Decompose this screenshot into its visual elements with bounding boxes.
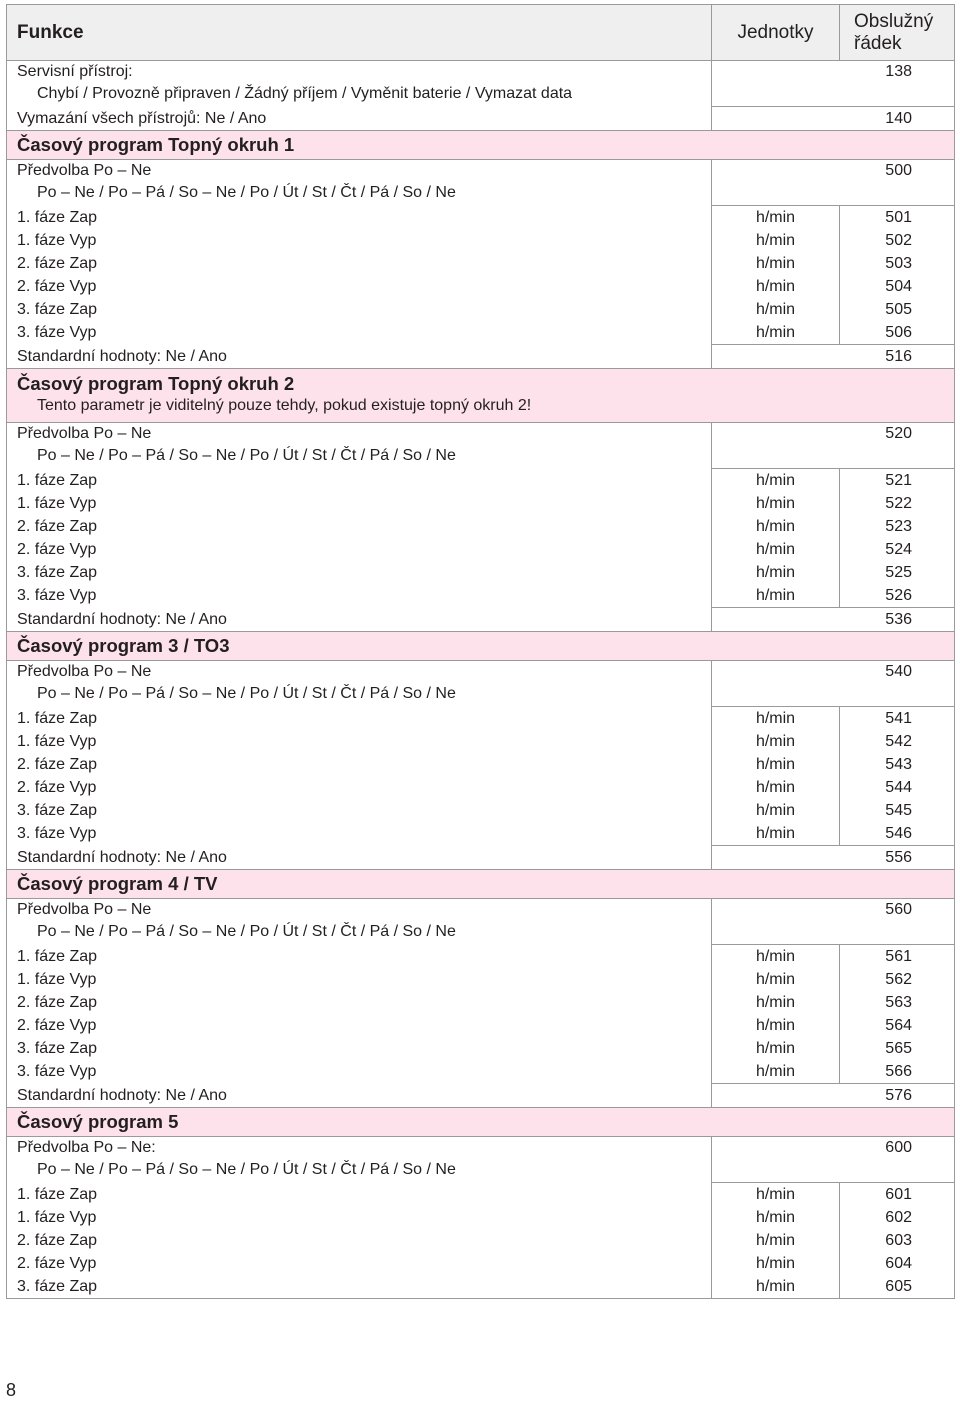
table-row — [7, 753, 955, 776]
section-title-cell — [7, 1108, 955, 1137]
function-cell — [7, 252, 712, 275]
function-cell — [7, 61, 712, 107]
line-number-cell: 605 — [840, 1275, 955, 1299]
table-row — [7, 584, 955, 608]
line-number-cell: 600 — [712, 1137, 955, 1183]
table-body — [7, 61, 955, 1299]
function-label: Standardní hodnoty: Ne / Ano — [17, 1086, 227, 1104]
table-row — [7, 1206, 955, 1229]
line-number-cell: 542 — [840, 730, 955, 753]
line-number-cell: 503 — [840, 252, 955, 275]
line-number-cell: 524 — [840, 538, 955, 561]
unit-cell: h/min — [712, 1229, 840, 1252]
function-cell — [7, 538, 712, 561]
table-row — [7, 423, 955, 469]
line-number-cell: 541 — [840, 707, 955, 731]
table-row — [7, 945, 955, 969]
table-row — [7, 1060, 955, 1084]
table-row — [7, 1229, 955, 1252]
function-label: 3. fáze Vyp — [17, 1063, 97, 1080]
function-cell — [7, 1252, 712, 1275]
function-label: 1. fáze Vyp — [17, 971, 97, 988]
function-cell — [7, 776, 712, 799]
line-number-cell: 504 — [840, 275, 955, 298]
line-number-cell: 536 — [712, 608, 955, 632]
function-cell — [7, 345, 712, 369]
unit-cell: h/min — [712, 1060, 840, 1084]
function-label: 3. fáze Zap — [17, 802, 98, 819]
unit-cell: h/min — [712, 799, 840, 822]
unit-cell: h/min — [712, 991, 840, 1014]
section-note: Tento parametr je viditelný pouze tehdy, pokud existuje topný okruh 2! — [37, 397, 532, 414]
function-cell — [7, 561, 712, 584]
function-options: Po – Ne / Po – Pá / So – Ne / Po / Út / St / Čt / Pá / So / Ne — [37, 685, 456, 702]
function-label: 1. fáze Zap — [17, 471, 98, 489]
function-label: Standardní hodnoty: Ne / Ano — [17, 848, 227, 866]
unit-cell: h/min — [712, 776, 840, 799]
function-cell — [7, 991, 712, 1014]
line-number-cell: 526 — [840, 584, 955, 608]
unit-cell: h/min — [712, 822, 840, 846]
function-cell — [7, 1014, 712, 1037]
table-row — [7, 252, 955, 275]
line-number-cell: 522 — [840, 492, 955, 515]
table-row — [7, 1183, 955, 1207]
unit-cell: h/min — [712, 1252, 840, 1275]
line-number-cell: 501 — [840, 206, 955, 230]
table-row — [7, 229, 955, 252]
table-row — [7, 1137, 955, 1183]
function-cell — [7, 730, 712, 753]
line-number-cell: 602 — [840, 1206, 955, 1229]
table-row — [7, 492, 955, 515]
line-number-cell: 523 — [840, 515, 955, 538]
line-number-cell: 564 — [840, 1014, 955, 1037]
function-cell — [7, 584, 712, 608]
function-label: 1. fáze Zap — [17, 709, 98, 727]
unit-cell: h/min — [712, 229, 840, 252]
function-options: Po – Ne / Po – Pá / So – Ne / Po / Út / St / Čt / Pá / So / Ne — [37, 447, 456, 464]
function-options: Chybí / Provozně připraven / Žádný příjem / Vyměnit baterie / Vymazat data — [37, 85, 573, 102]
line-number-cell: 556 — [712, 846, 955, 870]
function-cell — [7, 229, 712, 252]
function-cell — [7, 206, 712, 230]
function-label: Standardní hodnoty: Ne / Ano — [17, 610, 227, 628]
table-row — [7, 275, 955, 298]
function-label: 3. fáze Vyp — [17, 324, 97, 341]
table-row — [7, 1084, 955, 1108]
section-title: Časový program 5 — [17, 1111, 179, 1132]
function-label: 2. fáze Zap — [17, 255, 98, 272]
function-cell — [7, 608, 712, 632]
line-number-cell: 604 — [840, 1252, 955, 1275]
function-cell — [7, 968, 712, 991]
section-title: Časový program Topný okruh 2 — [17, 373, 295, 394]
unit-cell: h/min — [712, 1275, 840, 1299]
section-row — [7, 369, 955, 423]
table-row — [7, 538, 955, 561]
section-title-cell — [7, 870, 955, 899]
table-row — [7, 321, 955, 345]
table-row — [7, 799, 955, 822]
function-label: 3. fáze Vyp — [17, 825, 97, 842]
function-cell — [7, 753, 712, 776]
table-row — [7, 707, 955, 731]
function-cell — [7, 707, 712, 731]
line-number-cell: 601 — [840, 1183, 955, 1207]
function-label: 1. fáze Vyp — [17, 733, 97, 750]
function-label: 1. fáze Vyp — [17, 232, 97, 249]
function-label: 2. fáze Zap — [17, 994, 98, 1011]
function-options: Po – Ne / Po – Pá / So – Ne / Po / Út / St / Čt / Pá / So / Ne — [37, 1161, 456, 1178]
table-row — [7, 846, 955, 870]
parameter-table — [6, 4, 955, 1299]
table-row — [7, 661, 955, 707]
header-units: Jednotky — [712, 5, 840, 61]
line-number-cell: 500 — [712, 160, 955, 206]
function-label: 2. fáze Zap — [17, 1232, 98, 1249]
unit-cell: h/min — [712, 538, 840, 561]
header-line: Obslužný řádek — [840, 5, 955, 61]
table-row — [7, 345, 955, 369]
table-header — [7, 5, 955, 61]
function-cell — [7, 822, 712, 846]
unit-cell: h/min — [712, 945, 840, 969]
function-label: Předvolba Po – Ne — [17, 901, 152, 918]
unit-cell: h/min — [712, 753, 840, 776]
function-cell — [7, 945, 712, 969]
section-row — [7, 870, 955, 899]
table-row — [7, 991, 955, 1014]
function-cell — [7, 469, 712, 493]
line-number-cell: 506 — [840, 321, 955, 345]
line-number-cell: 603 — [840, 1229, 955, 1252]
unit-cell: h/min — [712, 707, 840, 731]
function-label: 2. fáze Zap — [17, 518, 98, 535]
line-number-cell: 502 — [840, 229, 955, 252]
header-function: Funkce — [7, 5, 712, 61]
line-number-cell: 576 — [712, 1084, 955, 1108]
table-row — [7, 1037, 955, 1060]
table-row — [7, 899, 955, 945]
function-label: Předvolba Po – Ne — [17, 663, 152, 680]
table-row — [7, 968, 955, 991]
unit-cell: h/min — [712, 730, 840, 753]
function-cell — [7, 1229, 712, 1252]
section-row — [7, 131, 955, 160]
function-cell — [7, 107, 712, 131]
table-row — [7, 107, 955, 131]
section-title: Časový program 3 / TO3 — [17, 635, 230, 656]
function-cell — [7, 846, 712, 870]
line-number-cell: 516 — [712, 345, 955, 369]
function-options: Po – Ne / Po – Pá / So – Ne / Po / Út / St / Čt / Pá / So / Ne — [37, 923, 456, 940]
function-label: Předvolba Po – Ne: — [17, 1139, 156, 1156]
function-label: 3. fáze Zap — [17, 564, 98, 581]
function-label: 2. fáze Vyp — [17, 779, 97, 796]
line-number-cell: 525 — [840, 561, 955, 584]
table-row — [7, 730, 955, 753]
unit-cell: h/min — [712, 321, 840, 345]
function-label: 3. fáze Vyp — [17, 587, 97, 604]
function-label: Servisní přístroj: — [17, 63, 133, 80]
line-number-cell: 566 — [840, 1060, 955, 1084]
unit-cell: h/min — [712, 206, 840, 230]
unit-cell: h/min — [712, 561, 840, 584]
line-number-cell: 521 — [840, 469, 955, 493]
function-label: 1. fáze Zap — [17, 947, 98, 965]
function-cell — [7, 321, 712, 345]
function-label: 2. fáze Vyp — [17, 1017, 97, 1034]
line-number-cell: 546 — [840, 822, 955, 846]
unit-cell: h/min — [712, 469, 840, 493]
function-cell — [7, 1206, 712, 1229]
unit-cell: h/min — [712, 252, 840, 275]
table-row — [7, 160, 955, 206]
function-cell — [7, 1275, 712, 1299]
unit-cell: h/min — [712, 968, 840, 991]
function-label: Standardní hodnoty: Ne / Ano — [17, 347, 227, 365]
function-cell — [7, 1060, 712, 1084]
line-number-cell: 563 — [840, 991, 955, 1014]
function-label: 3. fáze Zap — [17, 1040, 98, 1057]
function-label: 2. fáze Vyp — [17, 1255, 97, 1272]
unit-cell: h/min — [712, 1183, 840, 1207]
function-cell — [7, 799, 712, 822]
unit-cell: h/min — [712, 1206, 840, 1229]
section-title-cell — [7, 369, 955, 423]
function-cell — [7, 492, 712, 515]
function-cell — [7, 661, 712, 707]
line-number-cell: 543 — [840, 753, 955, 776]
function-label: 1. fáze Vyp — [17, 495, 97, 512]
section-title: Časový program 4 / TV — [17, 873, 218, 894]
section-row — [7, 1108, 955, 1137]
table-row — [7, 776, 955, 799]
table-row — [7, 1252, 955, 1275]
function-cell — [7, 1137, 712, 1183]
unit-cell: h/min — [712, 584, 840, 608]
line-number-cell: 562 — [840, 968, 955, 991]
table-row — [7, 1275, 955, 1299]
line-number-cell: 138 — [712, 61, 955, 107]
unit-cell: h/min — [712, 275, 840, 298]
function-label: 3. fáze Zap — [17, 1278, 98, 1295]
function-label: 2. fáze Vyp — [17, 278, 97, 295]
function-label: 2. fáze Vyp — [17, 541, 97, 558]
unit-cell: h/min — [712, 298, 840, 321]
line-number-cell: 140 — [712, 107, 955, 131]
table-row — [7, 61, 955, 107]
section-title: Časový program Topný okruh 1 — [17, 134, 295, 155]
function-cell — [7, 160, 712, 206]
table-row — [7, 515, 955, 538]
function-cell — [7, 1084, 712, 1108]
line-number-cell: 540 — [712, 661, 955, 707]
function-cell — [7, 899, 712, 945]
function-label: 1. fáze Vyp — [17, 1209, 97, 1226]
table-row — [7, 822, 955, 846]
unit-cell: h/min — [712, 1037, 840, 1060]
line-number-cell: 561 — [840, 945, 955, 969]
line-number-cell: 545 — [840, 799, 955, 822]
line-number-cell: 520 — [712, 423, 955, 469]
section-title-cell — [7, 632, 955, 661]
table-row — [7, 469, 955, 493]
function-label: Předvolba Po – Ne — [17, 162, 152, 179]
page-number: 8 — [6, 1380, 17, 1400]
table-row — [7, 206, 955, 230]
table-row — [7, 608, 955, 632]
section-row — [7, 632, 955, 661]
function-label: 1. fáze Zap — [17, 1185, 98, 1203]
function-cell — [7, 1183, 712, 1207]
table-row — [7, 298, 955, 321]
function-cell — [7, 1037, 712, 1060]
function-label: 2. fáze Zap — [17, 756, 98, 773]
table-row — [7, 561, 955, 584]
function-options: Po – Ne / Po – Pá / So – Ne / Po / Út / St / Čt / Pá / So / Ne — [37, 184, 456, 201]
function-cell — [7, 423, 712, 469]
function-label: 1. fáze Zap — [17, 208, 98, 226]
table-row — [7, 1014, 955, 1037]
function-cell — [7, 275, 712, 298]
line-number-cell: 505 — [840, 298, 955, 321]
line-number-cell: 565 — [840, 1037, 955, 1060]
line-number-cell: 560 — [712, 899, 955, 945]
function-cell — [7, 298, 712, 321]
function-label: 3. fáze Zap — [17, 301, 98, 318]
unit-cell: h/min — [712, 515, 840, 538]
unit-cell: h/min — [712, 1014, 840, 1037]
function-label: Předvolba Po – Ne — [17, 425, 152, 442]
function-label: Vymazání všech přístrojů: Ne / Ano — [17, 109, 267, 127]
unit-cell: h/min — [712, 492, 840, 515]
section-title-cell — [7, 131, 955, 160]
function-cell — [7, 515, 712, 538]
line-number-cell: 544 — [840, 776, 955, 799]
